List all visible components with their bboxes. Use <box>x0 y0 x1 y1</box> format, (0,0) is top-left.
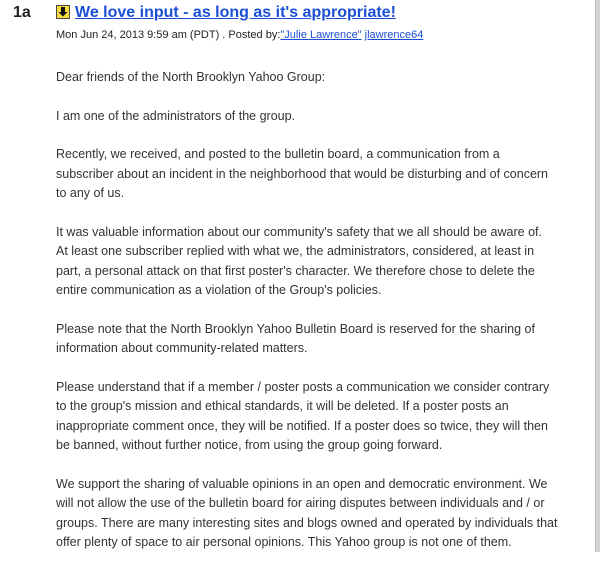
body-paragraph: We support the sharing of valuable opinions in an open and democratic environment. We will not allow the use of the bulletin board for airing disputes between individuals and / or groups. There are many interesting sites and blogs owned and operated by individuals that offer plenty of space to air personal opinions. This Yahoo group is not one of them. <box>56 476 558 549</box>
scroll-border <box>595 0 600 552</box>
body-paragraph: Please note that the North Brooklyn Yahoo Bulletin Board is reserved for the sharing of information about community-related matters. <box>56 321 535 355</box>
message-title-link[interactable]: We love input - as long as it's appropriate! <box>75 4 396 21</box>
body-paragraph: Dear friends of the North Brooklyn Yahoo Group: <box>56 70 326 84</box>
body-paragraph: Recently, we received, and posted to the bulletin board, a communication from a subscriber about an incident in the neighborhood that would be disturbing and of concern to any of us. <box>56 147 549 200</box>
post-date: Mon Jun 24, 2013 9:59 am (PDT) . Posted by: <box>56 29 281 41</box>
author-name-link[interactable]: "Julie Lawrence" <box>280 29 362 41</box>
body-paragraph: Please understand that if a member / poster posts a communication we consider contrary to the group's mission and ethical standards, it will be deleted. If a poster posts an inappropriate comment once, they will be notified. If a poster does so twice, they will then be banned, without further notice, from using the group going forward. <box>56 379 550 452</box>
body-paragraph: It was valuable information about our community's safety that we all should be aware of. At least one subscriber replied with what we, the administrators, considered, at least in part, a personal attack on that first poster's character. We therefore chose to delete the entire communication as a violation of the Group's policies. <box>56 224 542 297</box>
message-body <box>56 68 596 572</box>
message-meta <box>56 29 423 41</box>
download-arrow-icon[interactable] <box>56 5 70 19</box>
message-number: 1a <box>13 4 31 21</box>
author-id-link[interactable]: jlawrence64 <box>364 29 424 41</box>
body-paragraph: I am one of the administrators of the group. <box>56 108 296 123</box>
